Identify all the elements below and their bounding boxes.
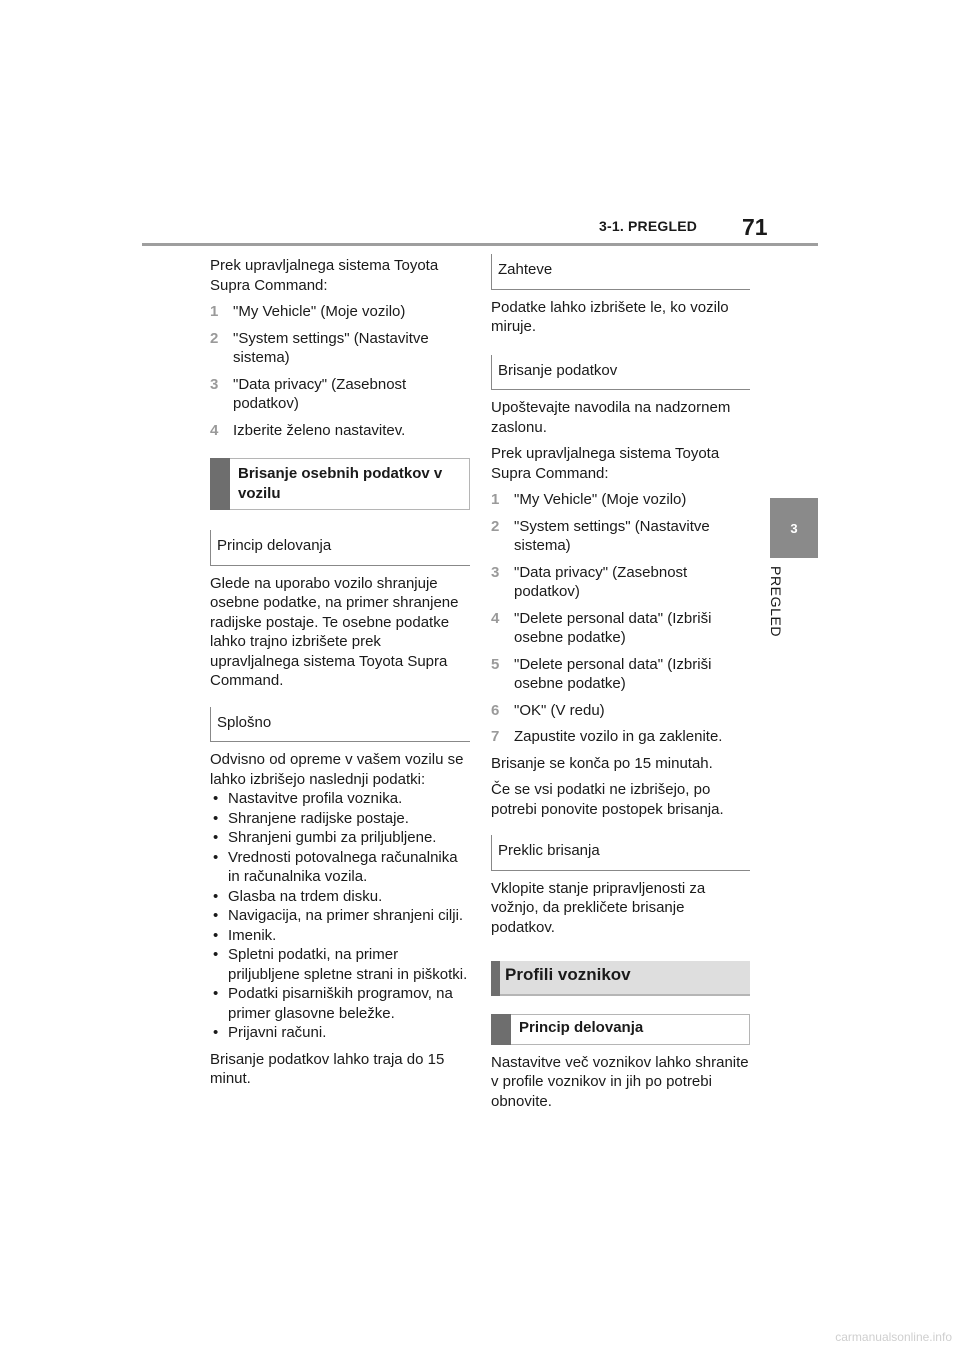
done-paragraph: Brisanje se konča po 15 minutah. (491, 754, 713, 772)
section-heading-principle (491, 1014, 750, 1045)
chapter-label-text: PREGLED (768, 566, 784, 638)
section-heading-profiles (491, 961, 750, 996)
step-text: Izberite želeno nastavitev. (233, 421, 406, 439)
subheading-text: Brisanje podatkov (498, 361, 618, 379)
step-number: 1 (491, 491, 500, 508)
step-number: 7 (491, 728, 500, 745)
left-step (210, 329, 470, 368)
step-number: 5 (491, 655, 500, 673)
list-item: • Glasba na trdem disku. (210, 887, 470, 907)
heading-bar (491, 1014, 511, 1045)
list-item: • Imenik. (210, 926, 470, 946)
subheading-text: Splošno (217, 713, 272, 731)
heading-bar (491, 961, 500, 996)
step-text: Zapustite vozilo in ga zaklenite. (514, 728, 723, 745)
right-step (491, 655, 750, 694)
running-header-section: 3-1. PREGLED (599, 218, 698, 234)
list-item: • Nastavitve profila voznika. (210, 789, 470, 809)
section-heading-delete (210, 458, 470, 510)
left-step (210, 302, 470, 322)
step-text: "Data privacy" (Zasebnost podatkov) (233, 375, 407, 412)
right-step (491, 609, 750, 648)
right-step (491, 517, 750, 556)
step-number: 2 (491, 517, 500, 535)
list-item: • Shranjene radijske postaje. (210, 809, 470, 829)
page-number: 71 (742, 214, 768, 240)
section-heading-text: Princip delovanja (519, 1019, 644, 1036)
subheading-cancel (491, 835, 750, 871)
requirements-paragraph: Podatke lahko izbrišete le, ko vozilo miruje. (491, 298, 729, 335)
step-text: "OK" (V redu) (514, 701, 605, 719)
deleting-paragraph-2: Prek upravljalnega sistema Toyota Supra Command: (491, 445, 720, 482)
step-text: "Delete personal data" (Izbriši osebne podatke) (514, 609, 712, 646)
step-number: 4 (491, 609, 500, 627)
subheading-text: Zahteve (498, 261, 553, 278)
right-step (491, 563, 750, 602)
left-column (210, 256, 470, 1096)
step-text: "System settings" (Nastavitve sistema) (233, 329, 429, 366)
left-intro: Prek upravljalnega sistema Toyota Supra Command: (210, 257, 439, 294)
right-step (491, 490, 750, 510)
watermark: carmanualsonline.info (835, 1330, 952, 1344)
deleting-paragraph-1: Upoštevajte navodila na nadzornem zaslonu. (491, 399, 731, 436)
deleted-data-list (210, 789, 470, 1043)
step-number: 2 (210, 329, 219, 347)
general-paragraph: Odvisno od opreme v vašem vozilu se lahko izbrišejo naslednji podatki: (210, 751, 464, 788)
step-number: 1 (210, 303, 219, 320)
right-step (491, 727, 750, 747)
step-number: 6 (491, 701, 500, 719)
principle-paragraph: Glede na uporabo vozilo shranjuje osebne podatke, na primer shranjene radijske postaje. Te osebne podatke lahko trajno izbrišete prek upravljalnega sistema Toyota Supra Command. (210, 574, 459, 689)
subheading-text: Preklic brisanja (498, 842, 600, 859)
chapter-tab: 3 (770, 498, 818, 558)
subheading-deleting (491, 355, 750, 391)
heading-bar (210, 458, 230, 510)
section-heading-text: Profili voznikov (505, 965, 631, 984)
left-step (210, 421, 470, 441)
list-item: • Spletni podatki, na primer priljubljene spletne strani in piškotki. (210, 945, 470, 984)
step-text: "Delete personal data" (Izbriši osebne podatke) (514, 655, 712, 692)
list-item: • Vrednosti potovalnega računalnika in računalnika vozila. (210, 848, 470, 887)
step-number: 4 (210, 421, 219, 439)
step-number: 3 (491, 563, 500, 581)
left-step (210, 375, 470, 414)
step-text: "My Vehicle" (Moje vozilo) (233, 303, 406, 320)
right-step (491, 701, 750, 721)
list-item: • Prijavni računi. (210, 1023, 470, 1043)
cancel-paragraph: Vklopite stanje pripravljenosti za vožnjo, da prekličete brisanje podatkov. (491, 879, 706, 936)
subheading-principle (210, 530, 470, 566)
step-number: 3 (210, 375, 219, 393)
retry-paragraph: Če se vsi podatki ne izbrišejo, po potrebi ponovite postopek brisanja. (491, 781, 724, 818)
chapter-label (768, 566, 808, 646)
step-text: "Data privacy" (Zasebnost podatkov) (514, 563, 688, 600)
list-item: • Shranjeni gumbi za priljubljene. (210, 828, 470, 848)
subheading-requirements (491, 254, 750, 290)
subheading-text: Princip delovanja (217, 537, 332, 554)
list-item: • Navigacija, na primer shranjeni cilji. (210, 906, 470, 926)
step-text: "System settings" (Nastavitve sistema) (514, 517, 710, 554)
section-heading-text: Brisanje osebnih podatkov v vozilu (238, 465, 443, 502)
subheading-general (210, 707, 470, 743)
step-text: "My Vehicle" (Moje vozilo) (514, 491, 687, 508)
right-column (491, 254, 750, 1118)
header-rule (142, 243, 818, 246)
list-item: • Podatki pisarniških programov, na primer glasovne beležke. (210, 984, 470, 1023)
profiles-paragraph: Nastavitve več voznikov lahko shranite v profile voznikov in jih po potrebi obnovite. (491, 1053, 749, 1110)
duration-paragraph: Brisanje podatkov lahko traja do 15 minut. (210, 1050, 445, 1087)
